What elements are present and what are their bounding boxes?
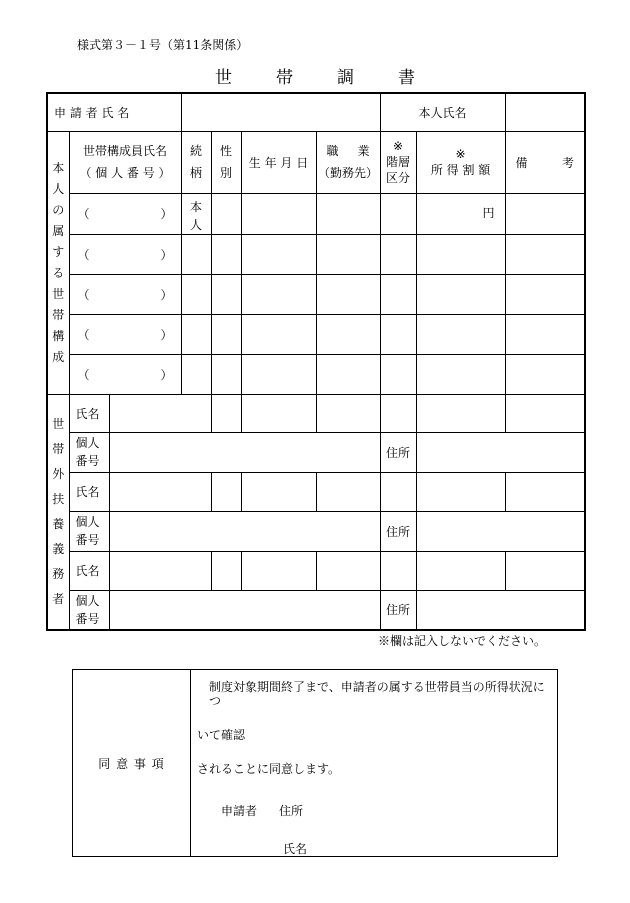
relation-cell[interactable] — [181, 274, 211, 314]
personal-no-field[interactable] — [109, 590, 380, 630]
address-label: 住所 — [380, 511, 416, 551]
applicant-label: 申請者 — [221, 804, 258, 818]
name-label: 氏名 — [69, 472, 109, 511]
remarks-cell[interactable] — [505, 394, 585, 432]
consent-table — [72, 669, 558, 857]
obligor-number-row — [47, 590, 585, 630]
income-cell — [416, 354, 505, 394]
income-cell: 円 — [416, 193, 505, 234]
birth-cell[interactable] — [241, 394, 316, 432]
title-char: 書 — [398, 68, 415, 88]
member-name-cell[interactable]: （ ） — [69, 274, 181, 314]
member-name-header: 世帯構成員氏名 （ 個 人 番 号 ） — [69, 131, 181, 193]
sex-cell[interactable] — [211, 551, 241, 590]
relation-header: 続 柄 — [181, 131, 211, 193]
job-cell[interactable] — [316, 274, 380, 314]
remarks-cell[interactable] — [505, 234, 585, 274]
signature-name-label: 氏名 — [283, 842, 308, 856]
sex-cell[interactable] — [211, 314, 241, 354]
sex-cell[interactable] — [211, 472, 241, 511]
relation-cell[interactable] — [181, 314, 211, 354]
household-survey-table — [46, 92, 586, 631]
income-header: ※ 所 得 割 額 — [416, 131, 505, 193]
applicant-name-label: 申 請 者 氏 名 — [47, 93, 181, 131]
household-side-label: 本 人 の 属 す る 世 帯 構 成 — [47, 131, 69, 394]
relation-cell[interactable] — [181, 234, 211, 274]
job-cell[interactable] — [316, 472, 380, 511]
income-cell — [416, 472, 505, 511]
class-cell — [380, 551, 416, 590]
income-cell — [416, 234, 505, 274]
form-number: 様式第３－１号（第11条関係） — [77, 38, 249, 52]
class-cell — [380, 354, 416, 394]
self-name-label: 本人氏名 — [380, 93, 505, 131]
consent-line: いて確認 — [197, 728, 246, 742]
remarks-cell[interactable] — [505, 551, 585, 590]
member-row — [47, 354, 585, 394]
remarks-cell[interactable] — [505, 274, 585, 314]
birth-cell[interactable] — [241, 472, 316, 511]
birth-header: 生 年 月 日 — [241, 131, 316, 193]
address-field[interactable] — [416, 432, 585, 472]
class-cell — [380, 472, 416, 511]
sex-cell[interactable] — [211, 274, 241, 314]
consent-line: 制度対象期間終了まで、申請者の属する世帯員当の所得状況につ — [209, 680, 545, 708]
personal-no-field[interactable] — [109, 511, 380, 551]
class-cell — [380, 394, 416, 432]
obligor-name-row — [47, 472, 585, 511]
member-name-cell[interactable]: （ ） — [69, 354, 181, 394]
job-cell[interactable] — [316, 193, 380, 234]
birth-cell[interactable] — [241, 193, 316, 234]
birth-cell[interactable] — [241, 551, 316, 590]
title-char: 調 — [337, 68, 354, 88]
job-header: 職 業 （勤務先） — [316, 131, 380, 193]
remarks-cell[interactable] — [505, 314, 585, 354]
obligor-name-field[interactable] — [109, 551, 211, 590]
address-field[interactable] — [416, 511, 585, 551]
birth-cell[interactable] — [241, 274, 316, 314]
document-title — [0, 63, 630, 88]
sex-header: 性 別 — [211, 131, 241, 193]
class-cell — [380, 193, 416, 234]
member-name-cell[interactable]: （ ） — [69, 193, 181, 234]
name-label: 氏名 — [69, 394, 109, 432]
birth-cell[interactable] — [241, 234, 316, 274]
title-char: 世 — [215, 68, 232, 88]
relation-self: 本 人 — [181, 193, 211, 234]
personal-no-field[interactable] — [109, 432, 380, 472]
member-name-cell[interactable]: （ ） — [69, 234, 181, 274]
job-cell[interactable] — [316, 314, 380, 354]
sex-cell[interactable] — [211, 354, 241, 394]
self-name-field[interactable] — [505, 93, 585, 131]
remarks-cell[interactable] — [505, 472, 585, 511]
obligor-number-row — [47, 432, 585, 472]
consent-label: 同 意 事 項 — [73, 670, 191, 857]
member-row — [47, 314, 585, 354]
class-header: ※ 階層 区分 — [380, 131, 416, 193]
title-char: 帯 — [276, 68, 293, 88]
applicant-name-field[interactable] — [181, 93, 380, 131]
remarks-cell[interactable] — [505, 193, 585, 234]
income-cell — [416, 551, 505, 590]
birth-cell[interactable] — [241, 354, 316, 394]
personal-no-label: 個人 番号 — [69, 432, 109, 472]
signature-address-label: 住所 — [279, 804, 304, 818]
member-row — [47, 234, 585, 274]
job-cell[interactable] — [316, 234, 380, 274]
consent-line: されることに同意します。 — [197, 762, 341, 776]
sex-cell[interactable] — [211, 234, 241, 274]
income-cell — [416, 314, 505, 354]
personal-no-label: 個人 番号 — [69, 511, 109, 551]
obligor-name-row — [47, 394, 585, 432]
member-row — [47, 274, 585, 314]
job-cell[interactable] — [316, 394, 380, 432]
sex-cell[interactable] — [211, 193, 241, 234]
sex-cell[interactable] — [211, 394, 241, 432]
relation-cell[interactable] — [181, 354, 211, 394]
birth-cell[interactable] — [241, 314, 316, 354]
note-text: ※欄は記入しないでください。 — [377, 634, 546, 648]
outside-side-label: 世 帯 外 扶 養 義 務 者 — [47, 394, 69, 630]
class-cell — [380, 234, 416, 274]
obligor-name-row — [47, 551, 585, 590]
obligor-name-field[interactable] — [109, 472, 211, 511]
address-label: 住所 — [380, 432, 416, 472]
class-cell — [380, 314, 416, 354]
member-name-cell[interactable]: （ ） — [69, 314, 181, 354]
job-cell[interactable] — [316, 551, 380, 590]
obligor-name-field[interactable] — [109, 394, 211, 432]
member-row — [47, 193, 585, 234]
personal-no-label: 個人 番号 — [69, 590, 109, 630]
address-field[interactable] — [416, 590, 585, 630]
income-cell — [416, 274, 505, 314]
remarks-cell[interactable] — [505, 354, 585, 394]
job-cell[interactable] — [316, 354, 380, 394]
remarks-header: 備 考 — [505, 131, 585, 193]
consent-text — [191, 670, 558, 857]
obligor-number-row — [47, 511, 585, 551]
income-cell — [416, 394, 505, 432]
consent-signature-address — [197, 804, 551, 818]
class-cell — [380, 274, 416, 314]
address-label: 住所 — [380, 590, 416, 630]
name-label: 氏名 — [69, 551, 109, 590]
